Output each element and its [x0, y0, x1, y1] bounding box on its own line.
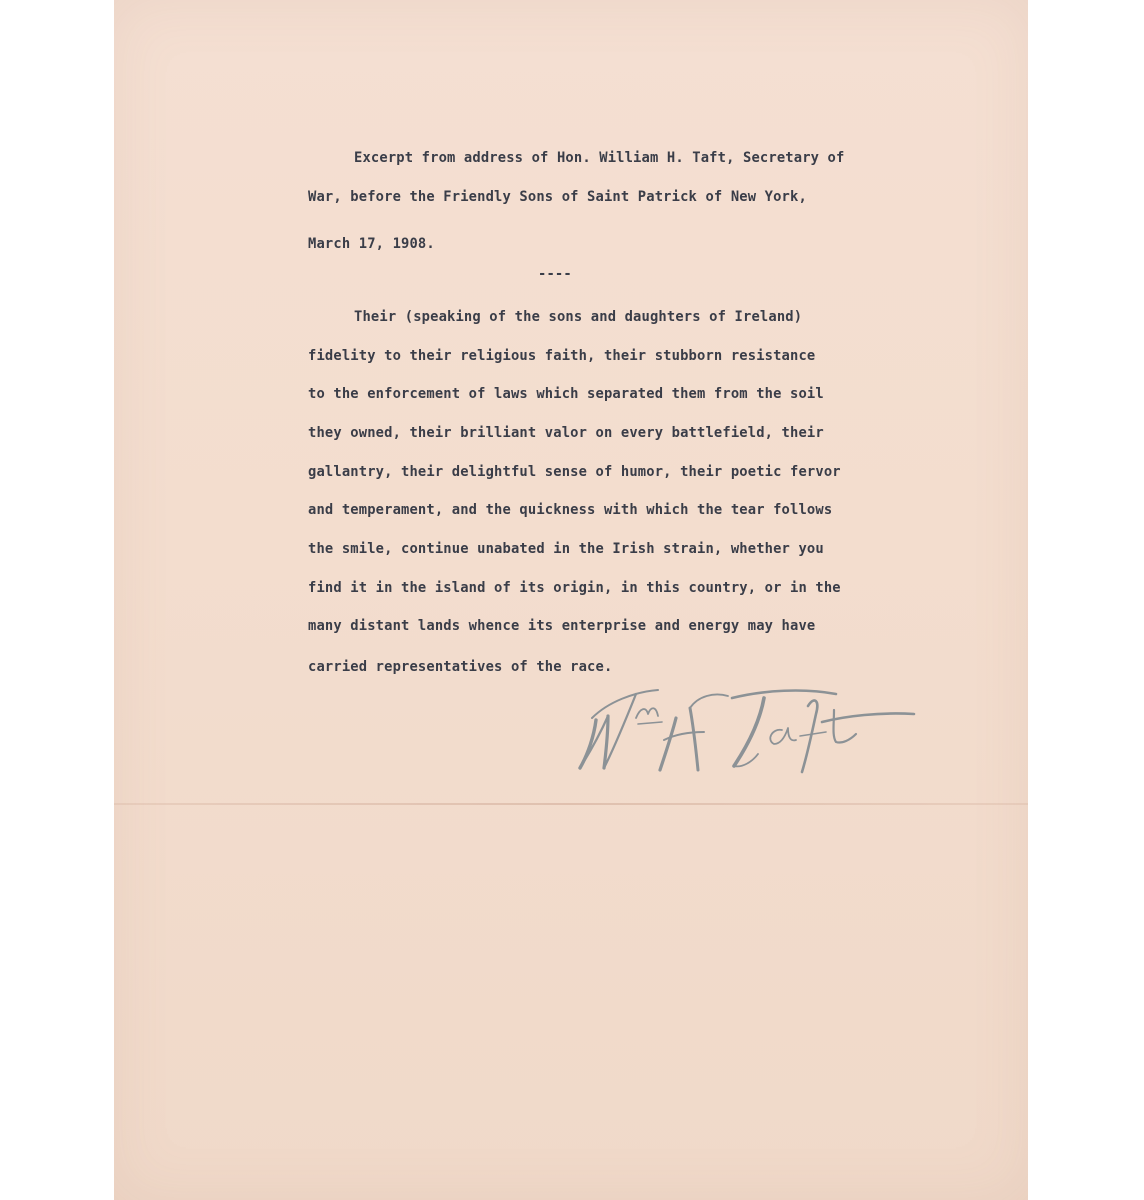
body-line-5: gallantry, their delightful sense of humor, their poetic fervor	[308, 464, 841, 480]
paper-fold-crease	[114, 803, 1028, 805]
typed-text-block	[114, 0, 1028, 675]
heading-line-2: War, before the Friendly Sons of Saint Patrick of New York,	[308, 189, 807, 205]
taft-signature	[564, 678, 924, 783]
document-page	[114, 0, 1028, 1200]
body-line-9: many distant lands whence its enterprise and energy may have	[308, 618, 816, 634]
separator: ----	[538, 266, 572, 282]
heading-line-1: Excerpt from address of Hon. William H. Taft, Secretary of	[354, 150, 845, 166]
body-line-3: to the enforcement of laws which separated them from the soil	[308, 386, 824, 402]
body-line-4: they owned, their brilliant valor on every battlefield, their	[308, 425, 824, 441]
body-line-6: and temperament, and the quickness with which the tear follows	[308, 502, 833, 518]
body-line-10: carried representatives of the race.	[308, 659, 613, 675]
heading-line-3: March 17, 1908.	[308, 236, 435, 252]
body-line-8: find it in the island of its origin, in this country, or in the	[308, 580, 841, 596]
body-line-7: the smile, continue unabated in the Irish strain, whether you	[308, 541, 824, 557]
body-line-1: Their (speaking of the sons and daughters of Ireland)	[354, 309, 803, 325]
body-line-2: fidelity to their religious faith, their stubborn resistance	[308, 348, 816, 364]
